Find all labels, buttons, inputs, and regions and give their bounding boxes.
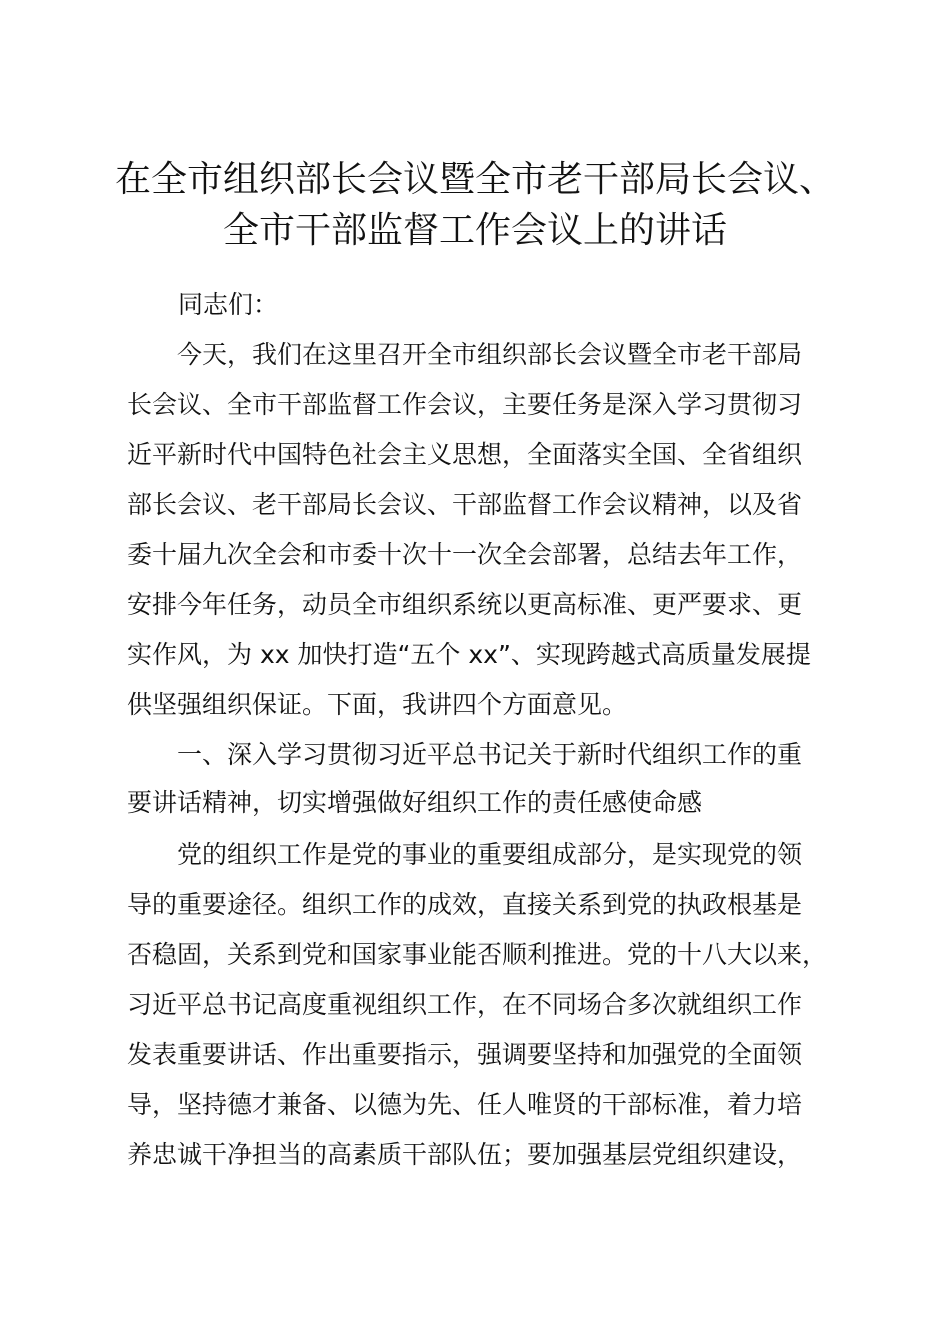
body-line: 导的重要途径。组织工作的成效，直接关系到党的执政根基是 — [127, 890, 803, 919]
document-title-line-1: 在全市组织部长会议暨全市老干部局长会议、 — [114, 159, 835, 200]
body-line: 部长会议、老干部局长会议、干部监督工作会议精神，以及省 — [127, 490, 803, 519]
body-line: 供坚强组织保证。下面，我讲四个方面意见。 — [127, 690, 628, 719]
body-line: 习近平总书记高度重视组织工作，在不同场合多次就组织工作 — [127, 990, 803, 1019]
body-line: 安排今年任务，动员全市组织系统以更高标准、更严要求、更 — [127, 590, 803, 619]
body-line: 养忠诚干净担当的高素质干部队伍；要加强基层党组织建设， — [127, 1140, 803, 1169]
body-line: 党的组织工作是党的事业的重要组成部分，是实现党的领 — [127, 840, 803, 869]
section-heading-line: 一、深入学习贯彻习近平总书记关于新时代组织工作的重 — [127, 740, 803, 769]
body-line: 近平新时代中国特色社会主义思想，全面落实全国、全省组织 — [127, 440, 803, 469]
salutation: 同志们： — [178, 290, 279, 319]
document-title-line-2: 全市干部监督工作会议上的讲话 — [222, 210, 727, 251]
body-line: 导，坚持德才兼备、以德为先、任人唯贤的干部标准，着力培 — [127, 1090, 803, 1119]
body-line: 长会议、全市干部监督工作会议，主要任务是深入学习贯彻习 — [127, 390, 803, 419]
body-line: 否稳固，关系到党和国家事业能否顺利推进。党的十八大以来， — [127, 940, 828, 969]
body-line: 发表重要讲话、作出重要指示，强调要坚持和加强党的全面领 — [127, 1040, 803, 1069]
section-heading-line: 要讲话精神，切实增强做好组织工作的责任感使命感 — [127, 788, 703, 817]
body-line: 今天，我们在这里召开全市组织部长会议暨全市老干部局 — [127, 340, 803, 369]
body-line: 实作风，为 xx 加快打造“五个 xx”、实现跨越式高质量发展提 — [127, 640, 811, 669]
body-line: 委十届九次全会和市委十次十一次全会部署，总结去年工作， — [127, 540, 803, 569]
